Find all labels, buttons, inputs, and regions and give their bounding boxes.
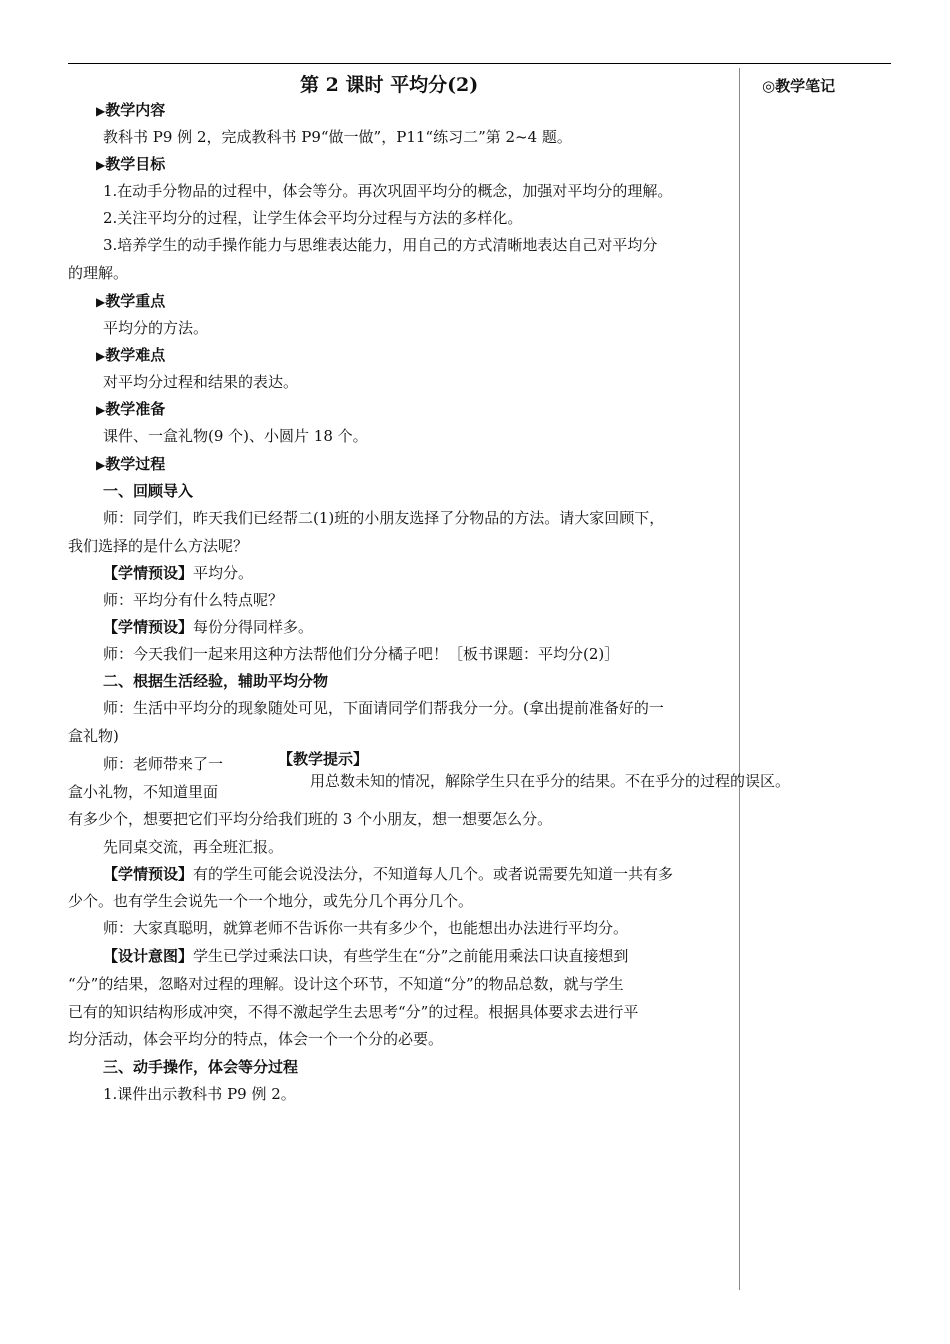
section-heading-process: ▶教学过程 (96, 455, 166, 473)
paragraph: 【学情预设】有的学生可能会说没法分，不知道每人几个。或者说需要先知道一共有多 (103, 865, 674, 883)
section-heading-prep: ▶教学准备 (96, 400, 166, 418)
goal-2: 2.关注平均分的过程，让学生体会平均分过程与方法的多样化。 (103, 209, 523, 227)
goal-1: 1.在动手分物品的过程中，体会等分。再次巩固平均分的概念，加强对平均分的理解。 (103, 182, 673, 200)
paragraph: 师：生活中平均分的现象随处可见，下面请同学们帮我分一分。(拿出提前准备好的一 (103, 699, 664, 717)
triangle-bullet-icon: ▶ (96, 458, 106, 472)
paragraph: 【学情预设】每份分得同样多。 (103, 618, 314, 636)
triangle-bullet-icon: ▶ (96, 349, 106, 363)
page-title: 第 2 课时 平均分(2) (300, 74, 479, 96)
notes-column-divider (739, 68, 740, 1290)
paragraph: 1.课件出示教科书 P9 例 2。 (103, 1085, 296, 1103)
triangle-bullet-icon: ▶ (96, 104, 106, 118)
prep-text: 课件、一盒礼物(9 个)、小圆片 18 个。 (103, 427, 368, 445)
paragraph: 师：老师带来了一 (103, 755, 224, 773)
paragraph: 我们选择的是什么方法呢？ (68, 537, 249, 555)
paragraph: “分”的结果，忽略对过程的理解。设计这个环节，不知道“分”的物品总数，就与学生 (68, 975, 624, 993)
paragraph: 【学情预设】平均分。 (103, 564, 254, 582)
paragraph: 盒小礼物，不知道里面 (68, 783, 219, 801)
difficulty-text: 对平均分过程和结果的表达。 (103, 373, 299, 391)
part-1-heading: 一、回顾导入 (103, 482, 194, 500)
paragraph: 均分活动，体会平均分的特点，体会一个一个分的必要。 (68, 1030, 444, 1048)
triangle-bullet-icon: ▶ (96, 158, 106, 172)
goal-3-line-1: 3.培养学生的动手操作能力与思维表达能力，用自己的方式清晰地表达自己对平均分 (103, 236, 658, 254)
teaching-tip-heading: 【教学提示】 (278, 750, 369, 768)
section-heading-goals: ▶教学目标 (96, 155, 166, 173)
design-intent-label: 【设计意图】 (103, 947, 194, 965)
paragraph: 师：大家真聪明，就算老师不告诉你一共有多少个，也能想出办法进行平均分。 (103, 919, 629, 937)
part-3-heading: 三、动手操作，体会等分过程 (103, 1058, 299, 1076)
top-rule (68, 63, 891, 64)
section-heading-key: ▶教学重点 (96, 292, 166, 310)
section-heading-difficulty: ▶教学难点 (96, 346, 166, 364)
preset-label: 【学情预设】 (103, 564, 194, 582)
part-2-heading: 二、根据生活经验，辅助平均分物 (103, 672, 329, 690)
paragraph: 师：今天我们一起来用这种方法帮他们分分橘子吧！［板书课题：平均分(2)］ (103, 645, 620, 663)
notes-column-label: ◎教学笔记 (762, 77, 836, 95)
paragraph: 少个。也有学生会说先一个一个地分，或先分几个再分几个。 (68, 892, 474, 910)
preset-label: 【学情预设】 (103, 865, 194, 883)
paragraph: 有多少个，想要把它们平均分给我们班的 3 个小朋友，想一想要怎么分。 (68, 810, 553, 828)
paragraph: 盒礼物) (68, 727, 119, 745)
paragraph: 已有的知识结构形成冲突，不得不激起学生去思考“分”的过程。根据具体要求去进行平 (68, 1003, 639, 1021)
key-text: 平均分的方法。 (103, 319, 209, 337)
triangle-bullet-icon: ▶ (96, 403, 106, 417)
content-text: 教科书 P9 例 2，完成教科书 P9“做一做”，P11“练习二”第 2~4 题。 (103, 128, 572, 146)
goal-3-line-2: 的理解。 (68, 264, 129, 282)
section-heading-content: ▶教学内容 (96, 101, 166, 119)
preset-label: 【学情预设】 (103, 618, 194, 636)
triangle-bullet-icon: ▶ (96, 295, 106, 309)
teaching-tip-text: 用总数未知的情况，解除学生只在乎分的结果。不在乎分的过程的误区。 (310, 772, 791, 790)
paragraph: 先同桌交流，再全班汇报。 (103, 838, 284, 856)
paragraph: 师：平均分有什么特点呢？ (103, 591, 284, 609)
paragraph: 【设计意图】学生已学过乘法口诀，有些学生在“分”之前能用乘法口诀直接想到 (103, 947, 629, 965)
paragraph: 师：同学们，昨天我们已经帮二(1)班的小朋友选择了分物品的方法。请大家回顾下， (103, 509, 665, 527)
